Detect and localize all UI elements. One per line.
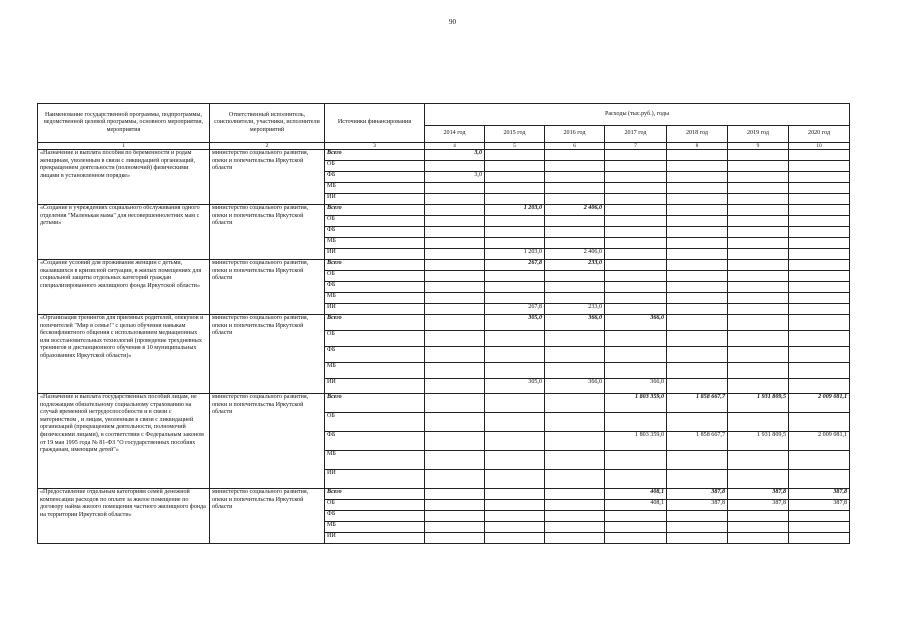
- funding-source: Всего: [325, 260, 425, 271]
- column-number: 9: [728, 143, 789, 150]
- amount-cell: [485, 150, 545, 161]
- funding-source: Всего: [325, 205, 425, 216]
- amount-cell: [485, 347, 545, 363]
- amount-cell: [545, 227, 605, 238]
- funding-source: ФБ: [325, 511, 425, 522]
- column-number: 8: [667, 143, 728, 150]
- amount-cell: [789, 293, 850, 304]
- amount-cell: [485, 394, 545, 413]
- amount-cell: [545, 347, 605, 363]
- table-row: [38, 394, 850, 413]
- header-year: 2018 год: [667, 126, 728, 143]
- amount-cell: [667, 183, 728, 194]
- amount-cell: [545, 451, 605, 470]
- amount-cell: [667, 304, 728, 315]
- amount-cell: [605, 249, 667, 260]
- amount-cell: [605, 347, 667, 363]
- amount-cell: [425, 183, 485, 194]
- amount-cell: [425, 194, 485, 205]
- funding-source: Всего: [325, 394, 425, 413]
- column-number: 4: [425, 143, 485, 150]
- funding-source: МБ: [325, 238, 425, 249]
- amount-cell: [425, 511, 485, 522]
- amount-cell: [605, 533, 667, 544]
- amount-cell: 408,1: [605, 500, 667, 511]
- amount-cell: [425, 379, 485, 394]
- amount-cell: [789, 260, 850, 271]
- amount-cell: [545, 282, 605, 293]
- amount-cell: [789, 271, 850, 282]
- amount-cell: 1 203,0: [485, 205, 545, 216]
- amount-cell: [545, 489, 605, 500]
- amount-cell: [605, 150, 667, 161]
- amount-cell: [485, 432, 545, 451]
- funding-source: ОБ: [325, 271, 425, 282]
- table-row: [38, 315, 850, 331]
- header-funding-source: Источники финансирования: [325, 104, 425, 143]
- amount-cell: [485, 293, 545, 304]
- amount-cell: [789, 227, 850, 238]
- amount-cell: [425, 489, 485, 500]
- amount-cell: [425, 347, 485, 363]
- amount-cell: 2 406,0: [545, 249, 605, 260]
- amount-cell: [425, 271, 485, 282]
- amount-cell: 3,0: [425, 172, 485, 183]
- amount-cell: [667, 238, 728, 249]
- amount-cell: [425, 227, 485, 238]
- amount-cell: 267,8: [485, 304, 545, 315]
- amount-cell: [728, 260, 789, 271]
- amount-cell: [485, 172, 545, 183]
- amount-cell: [425, 161, 485, 172]
- funding-source: ОБ: [325, 216, 425, 227]
- amount-cell: [425, 394, 485, 413]
- amount-cell: [605, 260, 667, 271]
- amount-cell: [605, 271, 667, 282]
- amount-cell: [545, 363, 605, 379]
- amount-cell: [789, 238, 850, 249]
- header-expenses: Расходы (тыс.руб.), годы: [425, 104, 850, 126]
- amount-cell: [789, 451, 850, 470]
- amount-cell: 387,8: [728, 489, 789, 500]
- amount-cell: [667, 249, 728, 260]
- amount-cell: [667, 205, 728, 216]
- amount-cell: [728, 205, 789, 216]
- amount-cell: 3,0: [425, 150, 485, 161]
- amount-cell: [545, 183, 605, 194]
- amount-cell: [728, 470, 789, 489]
- amount-cell: 233,0: [545, 304, 605, 315]
- amount-cell: [789, 216, 850, 227]
- amount-cell: [667, 511, 728, 522]
- amount-cell: [667, 347, 728, 363]
- amount-cell: [545, 522, 605, 533]
- amount-cell: 267,8: [485, 260, 545, 271]
- amount-cell: [425, 533, 485, 544]
- amount-cell: [728, 216, 789, 227]
- amount-cell: [545, 150, 605, 161]
- funding-source: МБ: [325, 363, 425, 379]
- amount-cell: [485, 227, 545, 238]
- amount-cell: [789, 304, 850, 315]
- amount-cell: [667, 227, 728, 238]
- amount-cell: [485, 451, 545, 470]
- amount-cell: [425, 331, 485, 347]
- amount-cell: [728, 413, 789, 432]
- amount-cell: [485, 500, 545, 511]
- funding-source: ФБ: [325, 227, 425, 238]
- amount-cell: [667, 282, 728, 293]
- activity-name: «Назначение и выплата государственных пособий лицам, не подлежащим обязательному социальному страхованию на случай временной нетрудоспособности и в связи с материнством , и лицам, уволенным в связи с ликвидацией организаций (прекращением деятельности, полномочий физическими лицами), в соответствии с Федеральным законом от 19 мая 1995 года № 81-ФЗ "О государственных пособиях гражданам, имеющим детей"»: [38, 394, 210, 489]
- amount-cell: [545, 533, 605, 544]
- column-number: 1: [38, 143, 210, 150]
- amount-cell: [425, 432, 485, 451]
- amount-cell: [728, 363, 789, 379]
- amount-cell: [728, 161, 789, 172]
- amount-cell: [545, 432, 605, 451]
- amount-cell: [728, 271, 789, 282]
- amount-cell: [545, 470, 605, 489]
- amount-cell: [789, 172, 850, 183]
- amount-cell: [605, 331, 667, 347]
- amount-cell: 233,0: [545, 260, 605, 271]
- funding-source: ИИ: [325, 470, 425, 489]
- amount-cell: [667, 470, 728, 489]
- amount-cell: [789, 150, 850, 161]
- amount-cell: [605, 470, 667, 489]
- amount-cell: 408,1: [605, 489, 667, 500]
- column-number: 6: [545, 143, 605, 150]
- amount-cell: [605, 304, 667, 315]
- funding-source: ИИ: [325, 304, 425, 315]
- amount-cell: [545, 511, 605, 522]
- amount-cell: [728, 331, 789, 347]
- executor: министерство социального развития, опеки и попечительства Иркутской области: [210, 394, 325, 489]
- executor: министерство социального развития, опеки и попечительства Иркутской области: [210, 315, 325, 394]
- amount-cell: [485, 238, 545, 249]
- amount-cell: [667, 413, 728, 432]
- amount-cell: [789, 533, 850, 544]
- amount-cell: [545, 500, 605, 511]
- amount-cell: [667, 194, 728, 205]
- executor: министерство социального развития, опеки и попечительства Иркутской области: [210, 260, 325, 315]
- amount-cell: [485, 282, 545, 293]
- amount-cell: [789, 315, 850, 331]
- amount-cell: 387,8: [789, 500, 850, 511]
- amount-cell: [605, 511, 667, 522]
- amount-cell: 1 858 667,7: [667, 394, 728, 413]
- page-number: 90: [449, 18, 456, 26]
- funding-source: Всего: [325, 150, 425, 161]
- amount-cell: [728, 172, 789, 183]
- column-number: 2: [210, 143, 325, 150]
- amount-cell: [728, 533, 789, 544]
- amount-cell: [425, 304, 485, 315]
- table-row: [38, 205, 850, 216]
- amount-cell: [789, 511, 850, 522]
- amount-cell: [425, 522, 485, 533]
- amount-cell: [789, 413, 850, 432]
- amount-cell: 366,0: [605, 315, 667, 331]
- amount-cell: [667, 315, 728, 331]
- amount-cell: [545, 216, 605, 227]
- amount-cell: [485, 194, 545, 205]
- amount-cell: [485, 511, 545, 522]
- executor: министерство социального развития, опеки и попечительства Иркутской области: [210, 150, 325, 205]
- amount-cell: [667, 161, 728, 172]
- amount-cell: [425, 451, 485, 470]
- amount-cell: 387,8: [728, 500, 789, 511]
- amount-cell: [485, 331, 545, 347]
- amount-cell: [605, 205, 667, 216]
- amount-cell: [789, 522, 850, 533]
- amount-cell: 2 009 081,1: [789, 394, 850, 413]
- amount-cell: [789, 161, 850, 172]
- amount-cell: [728, 227, 789, 238]
- amount-cell: 2 009 081,1: [789, 432, 850, 451]
- amount-cell: 387,8: [667, 489, 728, 500]
- amount-cell: [667, 363, 728, 379]
- amount-cell: [728, 282, 789, 293]
- funding-source: ИИ: [325, 533, 425, 544]
- executor: министерство социального развития, опеки и попечительства Иркутской области: [210, 205, 325, 260]
- funding-source: ФБ: [325, 347, 425, 363]
- funding-source: ФБ: [325, 432, 425, 451]
- amount-cell: [667, 533, 728, 544]
- table-row: [38, 489, 850, 500]
- activity-name: «Назначение и выплата пособия по беременности и родам женщинам, уволенным в связи с ликвидацией организаций, прекращением деятельности (полномочий) физическими лицами в установленном порядке»: [38, 150, 210, 205]
- funding-source: Всего: [325, 489, 425, 500]
- amount-cell: [728, 379, 789, 394]
- amount-cell: [667, 522, 728, 533]
- header-year: 2019 год: [728, 126, 789, 143]
- amount-cell: 2 406,0: [545, 205, 605, 216]
- activity-name: «Создание в учреждениях социального обслуживания одного отделения "Маленькая мама" для несовершеннолетних мам с детьми»: [38, 205, 210, 260]
- funding-source: ОБ: [325, 500, 425, 511]
- funding-source: Всего: [325, 315, 425, 331]
- amount-cell: [425, 260, 485, 271]
- funding-source: ИИ: [325, 249, 425, 260]
- amount-cell: [667, 293, 728, 304]
- amount-cell: [667, 271, 728, 282]
- amount-cell: [789, 205, 850, 216]
- amount-cell: [728, 183, 789, 194]
- amount-cell: [789, 379, 850, 394]
- amount-cell: 1 931 809,5: [728, 432, 789, 451]
- amount-cell: [605, 522, 667, 533]
- amount-cell: [667, 216, 728, 227]
- amount-cell: [789, 249, 850, 260]
- executor: министерство социального развития, опеки и попечительства Иркутской области: [210, 489, 325, 544]
- amount-cell: [425, 238, 485, 249]
- amount-cell: 1 203,0: [485, 249, 545, 260]
- amount-cell: [485, 363, 545, 379]
- amount-cell: 387,8: [789, 489, 850, 500]
- amount-cell: [425, 216, 485, 227]
- amount-cell: [425, 205, 485, 216]
- activity-name: «Предоставление отдельным категориям семей денежной компенсации расходов по оплате за жилое помещение по договору найма жилого помещения частного жилищного фонда на территории Иркутской области»: [38, 489, 210, 544]
- amount-cell: [728, 293, 789, 304]
- amount-cell: [728, 522, 789, 533]
- funding-source: МБ: [325, 522, 425, 533]
- amount-cell: [667, 331, 728, 347]
- amount-cell: 1 931 809,5: [728, 394, 789, 413]
- amount-cell: [485, 161, 545, 172]
- amount-cell: [789, 331, 850, 347]
- budget-table: [37, 103, 850, 544]
- activity-name: «Организация тренингов для приемных родителей, опекунов и попечителей "Мир в семье!" с целью обучения навыкам бесконфликтного общения с использованием медиационных или восстановительных технологий (проведение трехдневных тренингов и дистанционного обучения в 10 муниципальных образованиях Иркутской области)»: [38, 315, 210, 394]
- amount-cell: [605, 451, 667, 470]
- header-year: 2015 год: [485, 126, 545, 143]
- funding-source: ИИ: [325, 194, 425, 205]
- amount-cell: [605, 183, 667, 194]
- amount-cell: 305,0: [485, 379, 545, 394]
- amount-cell: [728, 347, 789, 363]
- amount-cell: [545, 161, 605, 172]
- amount-cell: [728, 304, 789, 315]
- header-year: 2017 год: [605, 126, 667, 143]
- funding-source: МБ: [325, 183, 425, 194]
- amount-cell: [605, 161, 667, 172]
- amount-cell: [545, 172, 605, 183]
- amount-cell: [425, 363, 485, 379]
- amount-cell: [728, 315, 789, 331]
- amount-cell: [605, 363, 667, 379]
- amount-cell: [728, 150, 789, 161]
- amount-cell: 1 803 359,0: [605, 432, 667, 451]
- amount-cell: [425, 282, 485, 293]
- column-number: 5: [485, 143, 545, 150]
- table-row: [38, 150, 850, 161]
- amount-cell: [425, 500, 485, 511]
- amount-cell: [485, 533, 545, 544]
- amount-cell: [485, 489, 545, 500]
- amount-cell: [789, 194, 850, 205]
- amount-cell: [545, 331, 605, 347]
- amount-cell: 1 858 667,7: [667, 432, 728, 451]
- amount-cell: [605, 216, 667, 227]
- amount-cell: [485, 470, 545, 489]
- amount-cell: [545, 413, 605, 432]
- amount-cell: [605, 413, 667, 432]
- funding-source: ОБ: [325, 331, 425, 347]
- amount-cell: [789, 363, 850, 379]
- amount-cell: [485, 183, 545, 194]
- amount-cell: [667, 172, 728, 183]
- amount-cell: [667, 260, 728, 271]
- column-number: 7: [605, 143, 667, 150]
- amount-cell: [728, 451, 789, 470]
- amount-cell: [485, 413, 545, 432]
- amount-cell: [485, 216, 545, 227]
- amount-cell: [485, 522, 545, 533]
- amount-cell: [667, 379, 728, 394]
- amount-cell: [667, 451, 728, 470]
- amount-cell: [545, 194, 605, 205]
- amount-cell: [545, 394, 605, 413]
- activity-name: «Создание условий для проживания женщин с детьми, оказавшихся в кризисной ситуации, в жилых помещениях для социальной защиты отдельных категорий граждан специализированного жилищного фонда Иркутской области»: [38, 260, 210, 315]
- amount-cell: [605, 227, 667, 238]
- amount-cell: [605, 238, 667, 249]
- amount-cell: [728, 249, 789, 260]
- amount-cell: 305,0: [485, 315, 545, 331]
- funding-source: МБ: [325, 451, 425, 470]
- amount-cell: [728, 511, 789, 522]
- amount-cell: [789, 470, 850, 489]
- amount-cell: [545, 293, 605, 304]
- amount-cell: 366,0: [605, 379, 667, 394]
- amount-cell: [425, 413, 485, 432]
- funding-source: ФБ: [325, 172, 425, 183]
- column-number: 3: [325, 143, 425, 150]
- amount-cell: 366,0: [545, 379, 605, 394]
- funding-source: ИИ: [325, 379, 425, 394]
- funding-source: ОБ: [325, 413, 425, 432]
- header-year: 2020 год: [789, 126, 850, 143]
- funding-source: ФБ: [325, 282, 425, 293]
- amount-cell: [728, 194, 789, 205]
- amount-cell: [545, 271, 605, 282]
- amount-cell: [605, 194, 667, 205]
- amount-cell: [425, 293, 485, 304]
- amount-cell: [485, 271, 545, 282]
- column-number: 10: [789, 143, 850, 150]
- amount-cell: [789, 183, 850, 194]
- amount-cell: [667, 150, 728, 161]
- amount-cell: [789, 282, 850, 293]
- amount-cell: 1 803 359,0: [605, 394, 667, 413]
- amount-cell: [605, 282, 667, 293]
- amount-cell: [545, 238, 605, 249]
- funding-source: ОБ: [325, 161, 425, 172]
- header-year: 2016 год: [545, 126, 605, 143]
- amount-cell: [425, 315, 485, 331]
- header-year: 2014 год: [425, 126, 485, 143]
- funding-source: МБ: [325, 293, 425, 304]
- header-executor: Ответственный исполнитель, соисполнители, участники, исполнители мероприятий: [210, 104, 325, 143]
- table-row: [38, 260, 850, 271]
- amount-cell: [789, 347, 850, 363]
- amount-cell: [425, 470, 485, 489]
- amount-cell: 366,0: [545, 315, 605, 331]
- table-body: [38, 150, 850, 544]
- amount-cell: [605, 172, 667, 183]
- amount-cell: 387,8: [667, 500, 728, 511]
- amount-cell: [605, 293, 667, 304]
- amount-cell: [728, 238, 789, 249]
- amount-cell: [425, 249, 485, 260]
- header-program-name: Наименование государственной программы, подпрограммы, ведомственной целевой программы, основного мероприятия, мероприятия: [38, 104, 210, 143]
